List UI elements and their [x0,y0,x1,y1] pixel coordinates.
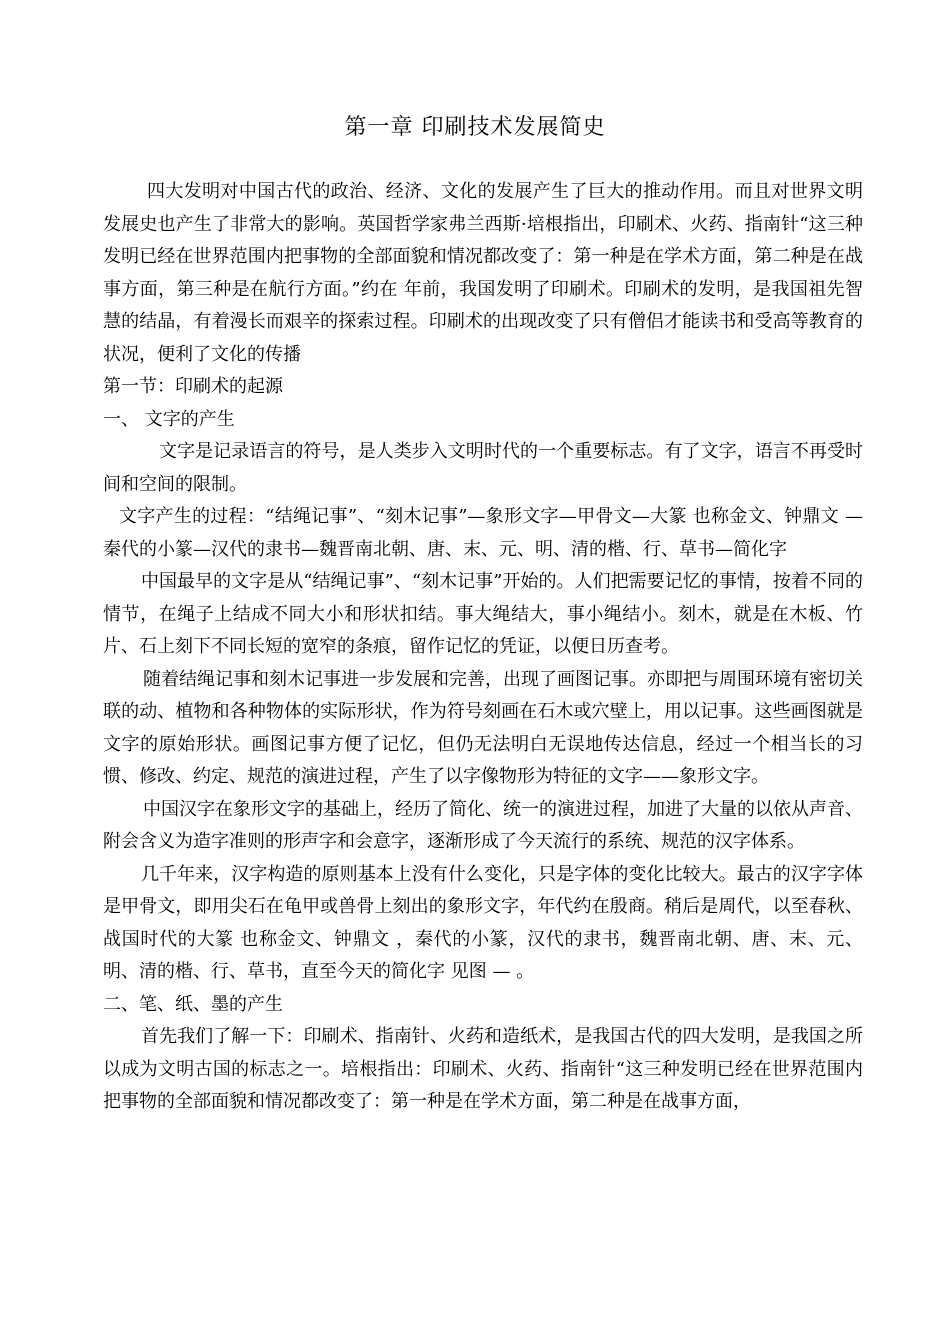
paragraph: 首先我们了解一下：印刷术、指南针、火药和造纸术，是我国古代的四大发明，是我国之所以成为文明古国的标志之一。培根指出：印刷术、火药、指南针“这三种发明已经在世界范围内把事物的全部面貌和情况都改变了：第一种是在学术方面，第二种是在战事方面， [103,1026,863,1112]
subsection-heading: 一、 文字的产生 [103,408,235,430]
chapter-title: 第一章 印刷技术发展简史 [344,115,606,140]
paragraph: 文字产生的过程：“结绳记事”、“刻木记事”—象形文字—甲骨文—大篆 也称金文、钟鼎文 —秦代的小篆—汉代的隶书—魏晋南北朝、唐、末、元、明、清的楷、行、草书—简化字 [103,506,863,560]
paragraph: 随着结绳记事和刻木记事进一步发展和完善，出现了画图记事。亦即把与周围环境有密切关联的动、植物和各种物体的实际形状，作为符号刻画在石木或穴壁上，用以记事。这些画图就是文字的原始形状。画图记事方便了记忆，但仍无法明白无误地传达信息，经过一个相当长的习惯、修改、约定、规范的演进过程，产生了以字像物形为特征的文字——象形文字。 [103,668,863,787]
intro-paragraph: 四大发明对中国古代的政治、经济、文化的发展产生了巨大的推动作用。而且对世界文明发展史也产生了非常大的影响。英国哲学家弗兰西斯·培根指出，印刷术、火药、指南针“这三种发明已经在世界范围内把事物的全部面貌和情况都改变了：第一种是在学术方面，第二种是在战事方面，第三种是在航行方面。”约在 年前，我国发明了印刷术。印刷术的发明，是我国祖先智慧的结晶，有着漫长而艰辛的探索过程。印刷术的出现改变了只有僧侣才能读书和受高等教育的状况，便利了文化的传播 [103,181,863,365]
section-heading: 第一节：印刷术的起源 [103,376,283,397]
paragraph: 几千年来，汉字构造的原则基本上没有什么变化，只是字体的变化比较大。最古的汉字字体是甲骨文，即用尖石在龟甲或兽骨上刻出的象形文字，年代约在殷商。稍后是周代，以至春秋、战国时代的大篆 也称金文、钟鼎文 ，秦代的小篆，汉代的隶书，魏晋南北朝、唐、末、元、明、清的楷、行、草书，直至今天的简化字 见图 — 。 [103,863,863,982]
paragraph: 中国最早的文字是从“结绳记事”、“刻木记事”开始的。人们把需要记忆的事情，按着不同的情节，在绳子上结成不同大小和形状扣结。事大绳结大，事小绳结小。刻木，就是在木板、竹片、石上刻下不同长短的宽窄的条痕，留作记忆的凭证，以便日历查考。 [103,571,863,657]
paragraph: 文字是记录语言的符号，是人类步入文明时代的一个重要标志。有了文字，语言不再受时间和空间的限制。 [103,441,863,495]
subsection-heading: 二、笔、纸、墨的产生 [103,993,283,1015]
paragraph: 中国汉字在象形文字的基础上，经历了简化、统一的演进过程，加进了大量的以依从声音、附会含义为造字准则的形声字和会意字，逐渐形成了今天流行的系统、规范的汉字体系。 [103,798,863,852]
document-body [103,176,863,1119]
